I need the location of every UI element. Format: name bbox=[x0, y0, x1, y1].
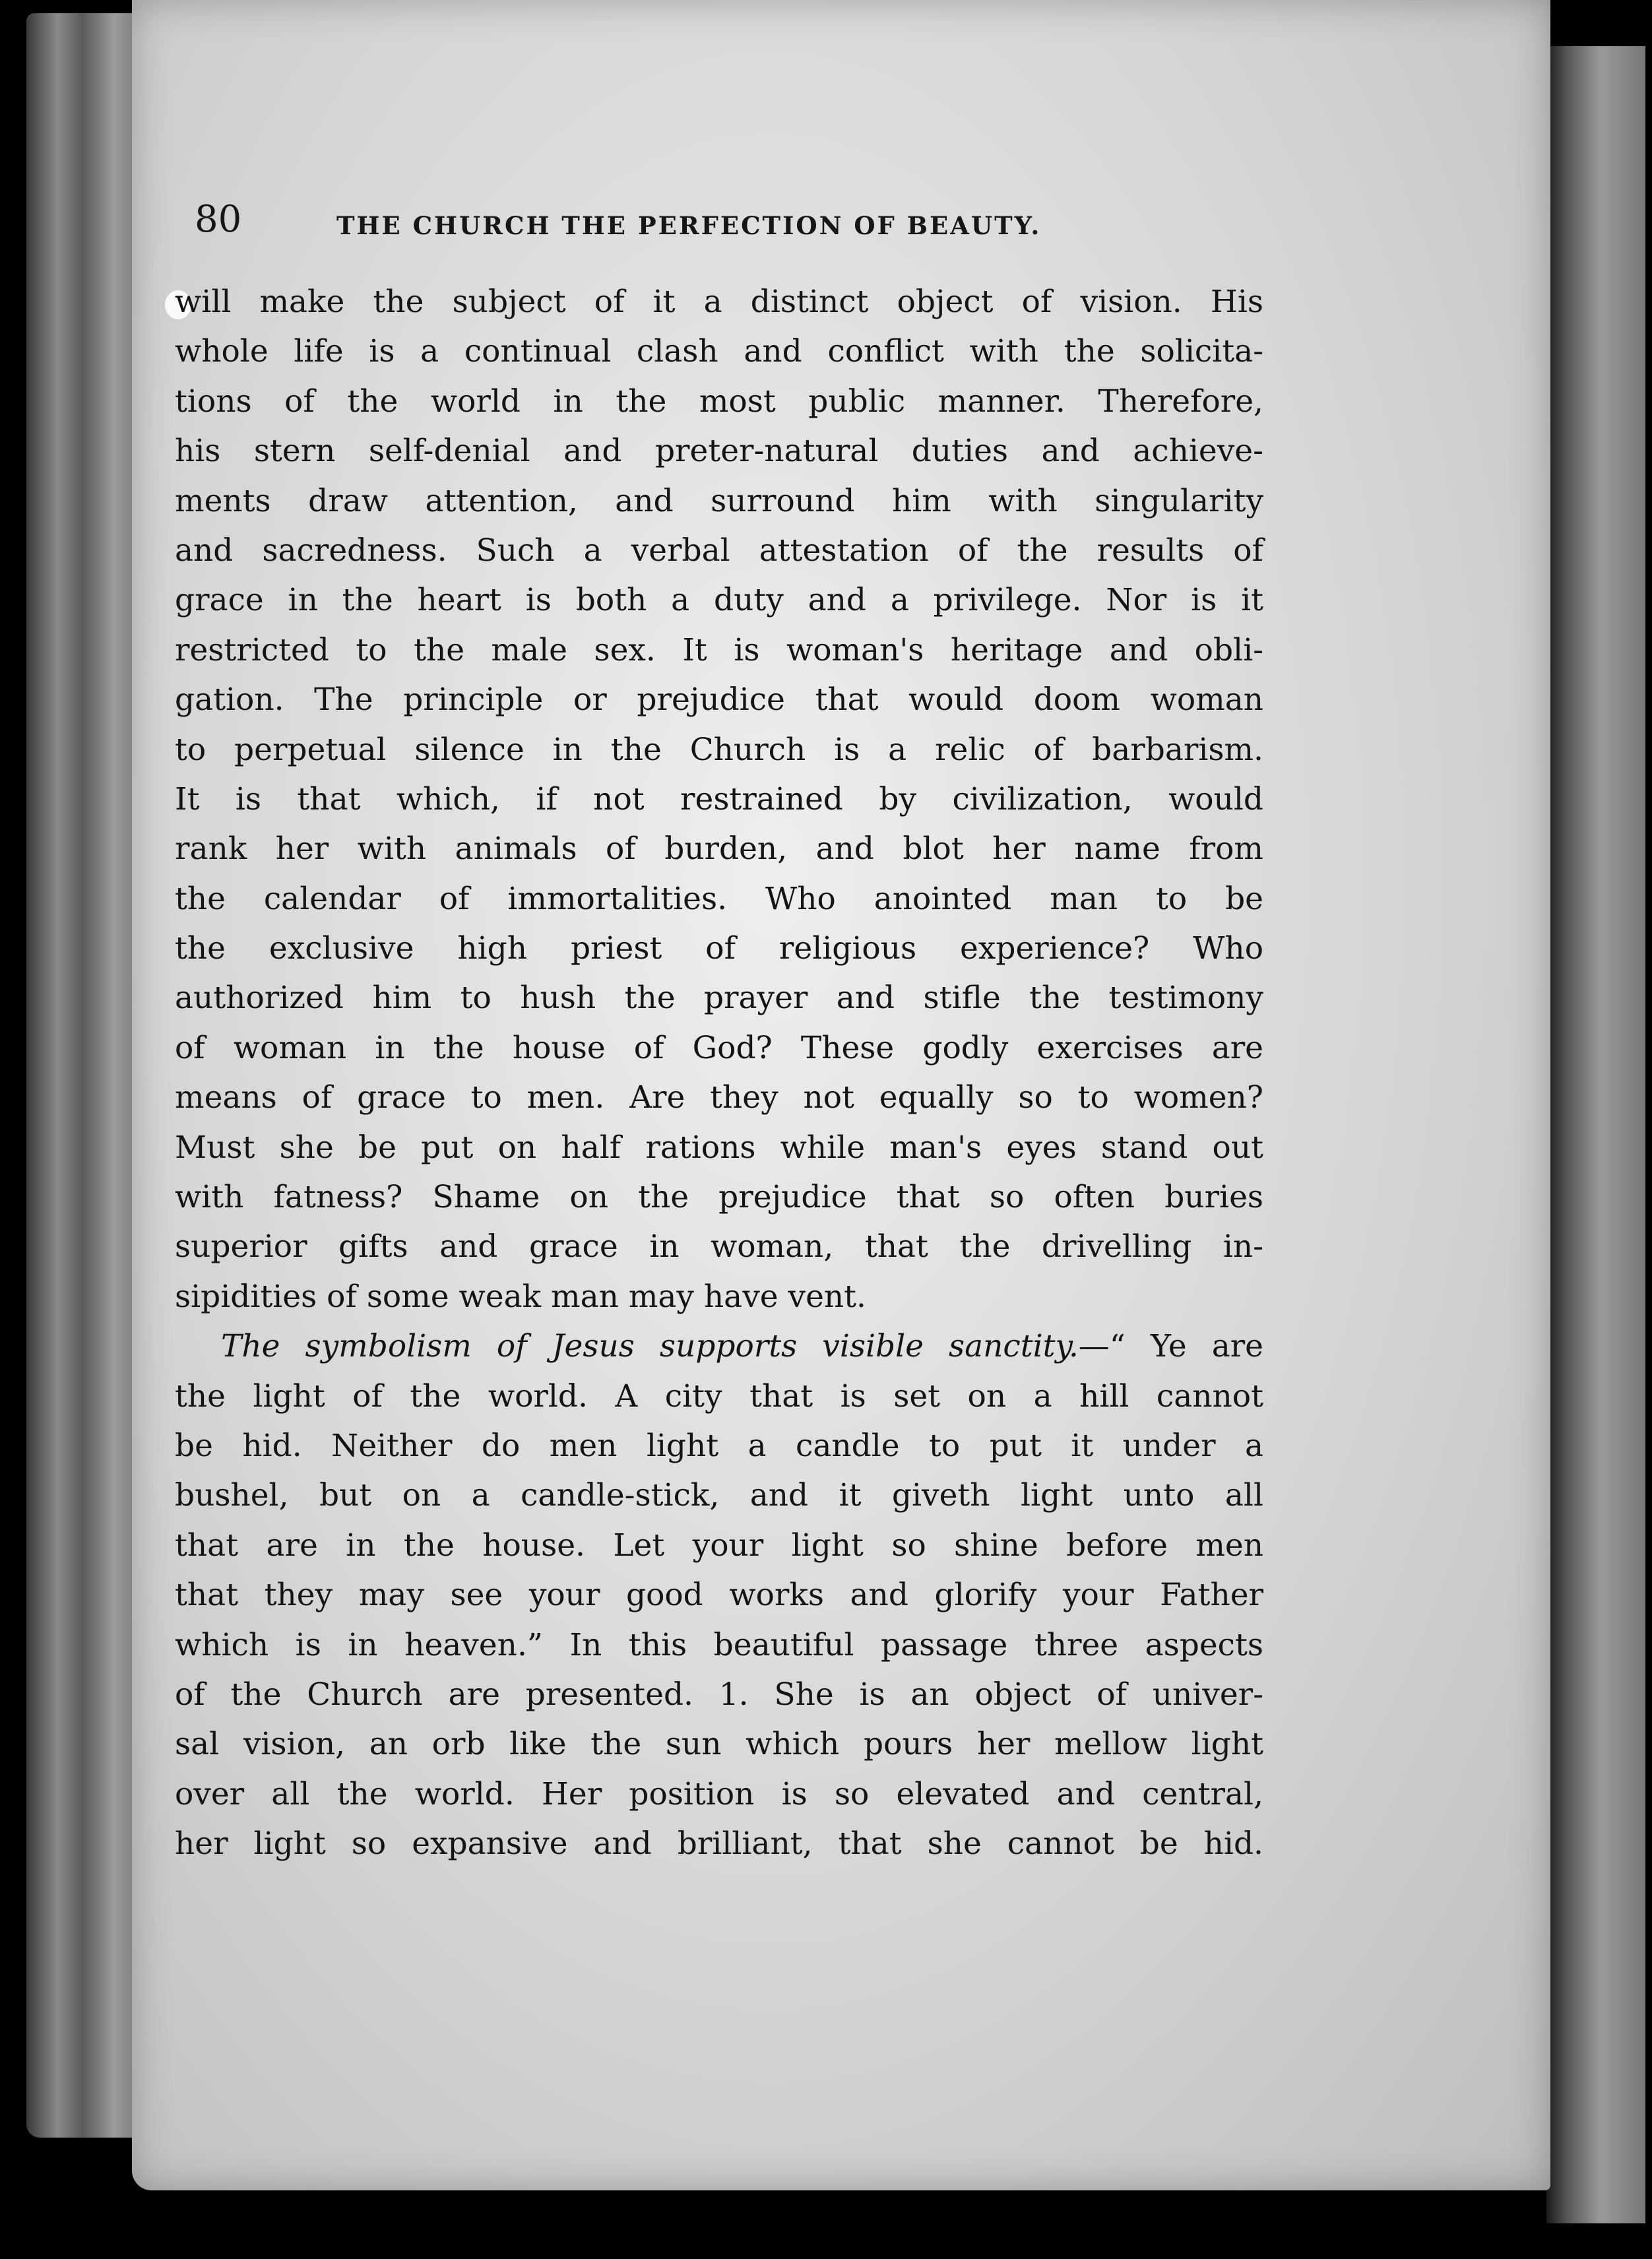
text-line: sal vision, an orb like the sun which pours her mellow light bbox=[175, 1726, 1263, 1763]
text-line: superior gifts and grace in woman, that the drivelling in- bbox=[175, 1228, 1263, 1265]
italic-lead: The symbolism of Jesus supports visible sanctity. bbox=[221, 1328, 1079, 1365]
text-line: that they may see your good works and glorify your Father bbox=[175, 1577, 1263, 1614]
body-text bbox=[175, 277, 1263, 1869]
text-line: It is that which, if not restrained by civilization, would bbox=[175, 780, 1263, 817]
text-span: —“ Ye are bbox=[1078, 1328, 1263, 1365]
text-line: over all the world. Her position is so elevated and central, bbox=[175, 1775, 1263, 1812]
text-line: that are in the house. Let your light so shine before men bbox=[175, 1527, 1263, 1564]
text-line: of the Church are presented. 1. She is an object of univer- bbox=[175, 1676, 1263, 1713]
paragraph-1 bbox=[175, 277, 1263, 1321]
text-line: ments draw attention, and surround him with singularity bbox=[175, 482, 1263, 519]
text-line: with fatness? Shame on the prejudice that so often buries bbox=[175, 1179, 1263, 1216]
text-line: whole life is a continual clash and conflict with the solicita- bbox=[175, 333, 1263, 370]
text-line: means of grace to men. Are they not equally so to women? bbox=[175, 1079, 1263, 1116]
text-line: to perpetual silence in the Church is a relic of barbarism. bbox=[175, 731, 1263, 768]
text-line: of woman in the house of God? These godly exercises are bbox=[175, 1029, 1263, 1066]
text-line: rank her with animals of burden, and blot her name from bbox=[175, 831, 1263, 868]
running-head: THE CHURCH THE PERFECTION OF BEAUTY. bbox=[336, 211, 1042, 240]
text-line: sipidities of some weak man may have vent. bbox=[175, 1278, 866, 1315]
page-header bbox=[195, 198, 1263, 251]
text-line: gation. The principle or prejudice that would doom woman bbox=[175, 682, 1263, 718]
text-line: his stern self-denial and preter-natural duties and achieve- bbox=[175, 433, 1263, 470]
text-line: the calendar of immortalities. Who anointed man to be bbox=[175, 880, 1263, 917]
text-line: tions of the world in the most public manner. Therefore, bbox=[175, 383, 1263, 420]
text-line: the exclusive high priest of religious experience? Who bbox=[175, 930, 1263, 967]
text-line: authorized him to hush the prayer and stifle the testimony bbox=[175, 980, 1263, 1017]
text-line: grace in the heart is both a duty and a privilege. Nor is it bbox=[175, 582, 1263, 619]
text-line: the light of the world. A city that is set on a hill cannot bbox=[175, 1378, 1263, 1415]
text-line: restricted to the male sex. It is woman's heritage and obli- bbox=[175, 631, 1263, 668]
text-line: her light so expansive and brilliant, that she cannot be hid. bbox=[175, 1826, 1263, 1862]
book-page-edges-right bbox=[1546, 46, 1645, 2223]
text-line: and sacredness. Such a verbal attestation of the results of bbox=[175, 532, 1263, 569]
text-line: be hid. Neither do men light a candle to put it under a bbox=[175, 1427, 1263, 1464]
page-number: 80 bbox=[195, 198, 242, 241]
text-line: bushel, but on a candle-stick, and it giveth light unto all bbox=[175, 1477, 1263, 1514]
text-line: will make the subject of it a distinct object of vision. His bbox=[175, 284, 1263, 320]
paragraph-2 bbox=[175, 1321, 1263, 1868]
text-line: Must she be put on half rations while man's eyes stand out bbox=[175, 1129, 1263, 1166]
text-line bbox=[175, 1321, 1263, 1371]
text-line: which is in heaven.” In this beautiful passage three aspects bbox=[175, 1626, 1263, 1663]
